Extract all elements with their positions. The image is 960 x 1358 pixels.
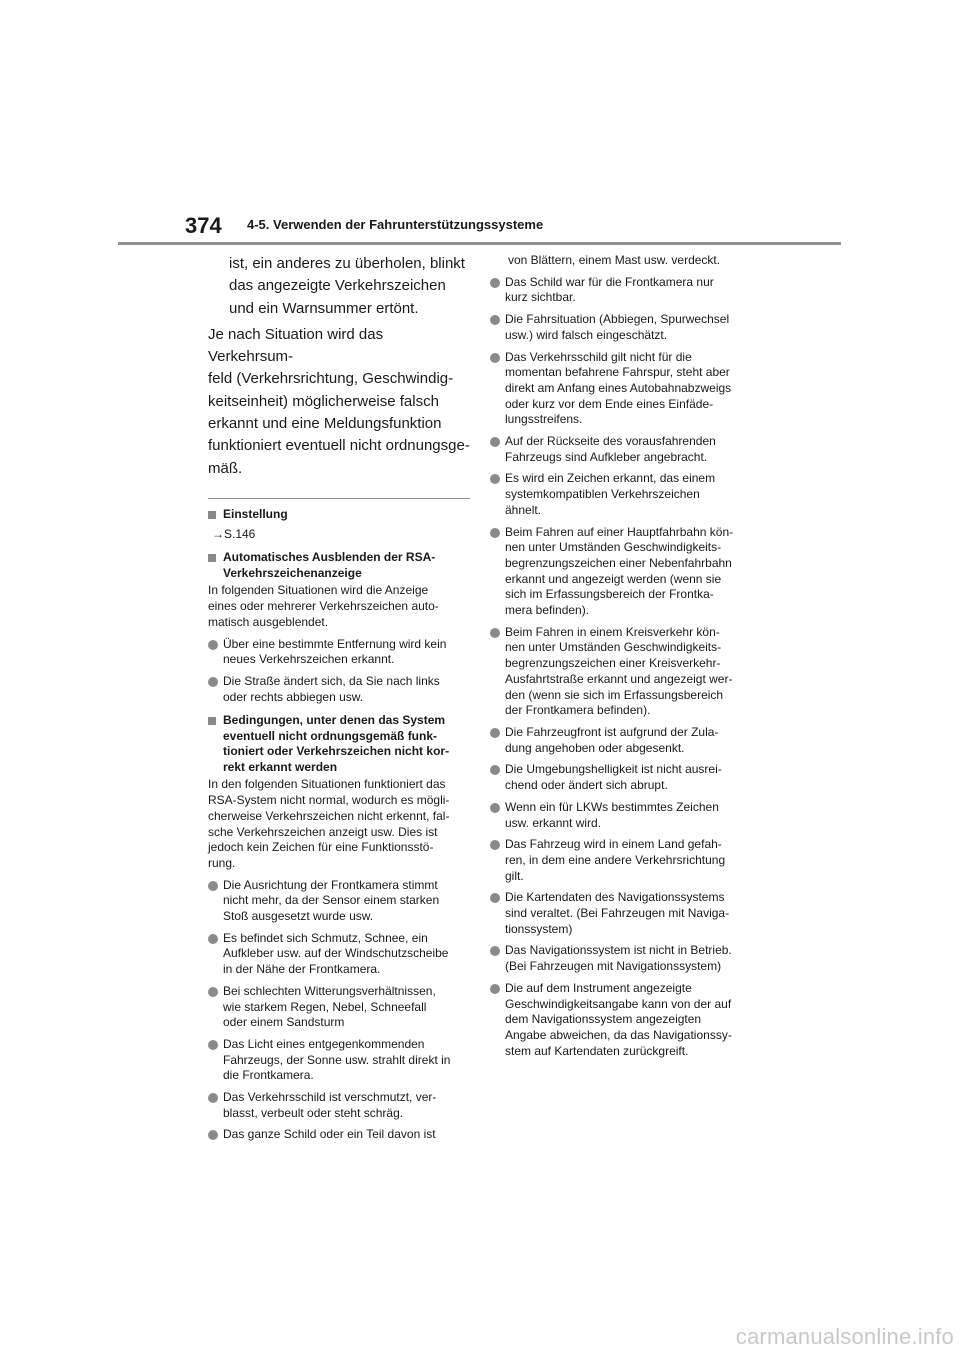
bullet-line: wie starkem Regen, Nebel, Schneefall [223, 999, 427, 1014]
bullet-item-text [505, 762, 760, 793]
bullet-circle-icon [490, 278, 500, 288]
bullet-item-text [505, 312, 760, 343]
bullet-line: stem auf Kartendaten zurückgreift. [505, 1043, 689, 1058]
bullet-circle-icon [490, 946, 500, 956]
bullet-line: momentan befahrene Fahrspur, steht aber [505, 365, 730, 380]
intro-line: Je nach Situation wird das Verkehrsum- [208, 325, 384, 366]
bullet-item [490, 762, 760, 793]
bullet-item [490, 434, 760, 465]
heading-line: tioniert oder Verkehrszeichen nicht kor- [223, 744, 450, 759]
bullet-circle-icon [208, 677, 218, 687]
bullet-line: lungsstreifens. [505, 412, 583, 427]
bullet-line: Fahrzeugs, der Sonne usw. strahlt direkt in [223, 1052, 451, 1067]
bullet-circle-icon [208, 881, 218, 891]
bullet-item [490, 275, 760, 306]
section-heading [208, 713, 470, 775]
continued-bullet-text: von Blättern, einem Mast usw. verdeckt. [508, 253, 721, 267]
intro-line: und ein Warnsummer ertönt. [229, 299, 419, 317]
section-heading-text [223, 713, 449, 775]
paragraph-line: rung. [208, 855, 236, 870]
heading-line: eventuell nicht ordnungsgemäß funk- [223, 728, 438, 743]
bullet-circle-icon [208, 1093, 218, 1103]
intro-line: feld (Verkehrsrichtung, Geschwindig- [208, 370, 454, 388]
bullet-line: Das Verkehrsschild ist verschmutzt, ver- [223, 1090, 437, 1105]
bullet-line: Auf der Rückseite des vorausfahrenden [505, 434, 716, 449]
bullet-line: Das Navigationssystem ist nicht in Betrieb. [505, 943, 732, 958]
bullet-item [208, 878, 470, 925]
bullet-item-text [223, 931, 470, 978]
bullet-line: Beim Fahren auf einer Hauptfahrbahn kön- [505, 524, 734, 539]
bullet-line: Die Fahrsituation (Abbiegen, Spurwechsel [505, 312, 730, 327]
bullet-line: Die Straße ändert sich, da Sie nach links [223, 673, 440, 688]
bullet-item-text [505, 837, 760, 884]
square-bullet-icon [208, 511, 216, 519]
bullet-line: Bei schlechten Witterungsverhältnissen, [223, 983, 436, 998]
bullet-item [208, 1090, 470, 1121]
bullet-line: begrenzungszeichen einer Kreisverkehr- [505, 656, 721, 671]
section-heading [208, 507, 470, 523]
bullet-line: Aufkleber usw. auf der Windschutzscheibe [223, 946, 449, 961]
bullet-item-text [223, 1127, 470, 1143]
paragraph-line: sche Verkehrszeichen anzeigt usw. Dies ist [208, 824, 438, 839]
bullet-circle-icon [490, 437, 500, 447]
left-column [208, 253, 470, 1143]
bullet-item-text [505, 625, 760, 719]
bullet-item [490, 981, 760, 1060]
bullet-item [490, 800, 760, 831]
bullet-item [490, 943, 760, 974]
bullet-line: Es befindet sich Schmutz, Schnee, ein [223, 930, 428, 945]
bullet-line: oder einem Sandsturm [223, 1015, 345, 1030]
bullet-circle-icon [490, 628, 500, 638]
bullet-line: Ausfahrtstraße erkannt und angezeigt wer- [505, 671, 733, 686]
heading-line: Einstellung [223, 506, 288, 521]
bullet-item [208, 931, 470, 978]
bullet-line: dung angehoben oder abgesenkt. [505, 740, 685, 755]
bullet-line: oder rechts abbiegen usw. [223, 689, 364, 704]
bullet-item [208, 1127, 470, 1143]
square-bullet-icon [208, 554, 216, 562]
paragraph-line: In den folgenden Situationen funktioniert das [208, 777, 446, 792]
bullet-line: Das Verkehrsschild gilt nicht für die [505, 349, 692, 364]
bullet-line: Geschwindigkeitsangabe kann von der auf [505, 996, 732, 1011]
section-heading-text [223, 550, 435, 581]
bullet-circle-icon [490, 728, 500, 738]
bullet-item-text [505, 275, 760, 306]
bullet-line: (Bei Fahrzeugen mit Navigationssystem) [505, 959, 722, 974]
heading-line: Bedingungen, unter denen das System [223, 713, 446, 728]
bullet-line: erkannt und angezeigt werden (wenn sie [505, 571, 722, 586]
bullet-item-text [505, 981, 760, 1060]
bullet-line: ähnelt. [505, 502, 542, 517]
bullet-item-text [223, 984, 470, 1031]
bullet-item-text [223, 1037, 470, 1084]
chapter-title: 4-5. Verwenden der Fahrunterstützungssysteme [247, 217, 544, 232]
paragraph-line: In folgenden Situationen wird die Anzeige [208, 583, 429, 598]
paragraph-line: jedoch kein Zeichen für eine Funktionsstö- [208, 840, 434, 855]
bullet-circle-icon [490, 315, 500, 325]
bullet-item [490, 471, 760, 518]
intro-line: keitseinheit) möglicherweise falsch [208, 392, 439, 410]
section-heading-text [223, 507, 288, 523]
bullet-circle-icon [208, 934, 218, 944]
bullet-item [490, 625, 760, 719]
bullet-line: neues Verkehrszeichen erkannt. [223, 652, 395, 667]
right-column [490, 253, 760, 1059]
bullet-item [208, 637, 470, 668]
paragraph-line: eines oder mehrerer Verkehrszeichen auto- [208, 599, 439, 614]
section-divider [208, 498, 470, 499]
bullet-line: nen unter Umständen Geschwindigkeits- [505, 540, 722, 555]
bullet-item [208, 984, 470, 1031]
bullet-line: Die Umgebungshelligkeit ist nicht ausrei- [505, 762, 722, 777]
bullet-line: begrenzungszeichen einer Nebenfahrbahn [505, 555, 732, 570]
bullet-line: Das Licht eines entgegenkommenden [223, 1036, 425, 1051]
bullet-item-text [223, 637, 470, 668]
header-divider [118, 242, 841, 245]
bullet-circle-icon [208, 987, 218, 997]
bullet-line: mera befinden). [505, 603, 590, 618]
bullet-line: den (wenn sie sich im Erfassungsbereich [505, 687, 724, 702]
intro-line: funktioniert eventuell nicht ordnungsge- [208, 437, 470, 455]
bullet-line: Angabe abweichen, da das Navigationssy- [505, 1027, 732, 1042]
bullet-line: Die Fahrzeugfront ist aufgrund der Zula- [505, 724, 719, 739]
bullet-line: gilt. [505, 868, 524, 883]
bullet-line: chend oder ändert sich abrupt. [505, 778, 668, 793]
bullet-line: Es wird ein Zeichen erkannt, das einem [505, 471, 716, 486]
bullet-line: Das ganze Schild oder ein Teil davon ist [223, 1127, 436, 1142]
bullet-item [208, 674, 470, 705]
intro-line: erkannt und eine Meldungsfunktion [208, 415, 442, 433]
page-reference-link[interactable]: →S.146 [212, 527, 256, 542]
bullet-circle-icon [490, 984, 500, 994]
section-heading [208, 550, 470, 581]
bullet-item [490, 525, 760, 619]
intro-paragraph [208, 324, 470, 480]
bullet-line: der Frontkamera befinden). [505, 703, 651, 718]
bullet-line: Beim Fahren in einem Kreisverkehr kön- [505, 624, 720, 639]
bullet-item [490, 312, 760, 343]
heading-line: Verkehrszeichenanzeige [223, 565, 362, 580]
bullet-item-text [505, 471, 760, 518]
bullet-item-text [505, 525, 760, 619]
bullet-item-text [505, 800, 760, 831]
bullet-item [490, 890, 760, 937]
bullet-line: sich im Erfassungsbereich der Frontka- [505, 587, 714, 602]
site-watermark[interactable]: carmanualsonline.info [735, 1324, 954, 1349]
bullet-line: Das Schild war für die Frontkamera nur [505, 274, 714, 289]
bullet-item-text [223, 1090, 470, 1121]
bullet-line: usw. erkannt wird. [505, 815, 602, 830]
page-header [0, 0, 960, 250]
bullet-item-text [223, 674, 470, 705]
bullet-circle-icon [490, 474, 500, 484]
section-paragraph [208, 583, 470, 630]
bullet-circle-icon [490, 765, 500, 775]
bullet-circle-icon [490, 528, 500, 538]
bullet-line: Stoß ausgesetzt wurde usw. [223, 909, 374, 924]
bullet-line: kurz sichtbar. [505, 290, 576, 305]
bullet-item-text [505, 434, 760, 465]
heading-line: Automatisches Ausblenden der RSA- [223, 550, 436, 565]
bullet-line: Das Fahrzeug wird in einem Land gefah- [505, 837, 722, 852]
bullet-item [490, 350, 760, 429]
bullet-circle-icon [208, 1130, 218, 1140]
bullet-item-text [505, 725, 760, 756]
intro-line: ist, ein anderes zu überholen, blinkt [229, 255, 465, 272]
bullet-line: dem Navigationssystem angezeigten [505, 1012, 702, 1027]
bullet-item-text [223, 878, 470, 925]
bullet-line: tionssystem) [505, 921, 573, 936]
intro-continuation [208, 253, 470, 320]
bullet-line: systemkompatiblen Verkehrszeichen [505, 487, 700, 502]
bullet-line: ren, in dem eine andere Verkehrsrichtung [505, 852, 726, 867]
bullet-line: direkt am Anfang eines Autobahnabzweigs [505, 380, 732, 395]
bullet-line: Die Ausrichtung der Frontkamera stimmt [223, 877, 438, 892]
bullet-item [490, 837, 760, 884]
bullet-line: Die auf dem Instrument angezeigte [505, 980, 692, 995]
bullet-line: nen unter Umständen Geschwindigkeits- [505, 640, 722, 655]
paragraph-line: cherweise Verkehrszeichen nicht erkennt, fal- [208, 808, 450, 823]
bullet-circle-icon [490, 893, 500, 903]
bullet-circle-icon [208, 1040, 218, 1050]
bullet-circle-icon [490, 353, 500, 363]
square-bullet-icon [208, 717, 216, 725]
paragraph-line: RSA-System nicht normal, wodurch es mögli- [208, 793, 450, 808]
bullet-circle-icon [490, 803, 500, 813]
paragraph-line: matisch ausgeblendet. [208, 614, 329, 629]
bullet-line: in der Nähe der Frontkamera. [223, 962, 381, 977]
bullet-line: oder kurz vor dem Ende eines Einfäde- [505, 396, 714, 411]
heading-line: rekt erkannt werden [223, 759, 338, 774]
bullet-circle-icon [208, 640, 218, 650]
bullet-line: nicht mehr, da der Sensor einem starken [223, 893, 440, 908]
bullet-item [490, 725, 760, 756]
bullet-item-text [505, 943, 760, 974]
bullet-circle-icon [490, 840, 500, 850]
page-number: 374 [185, 213, 222, 238]
bullet-line: blasst, verbeult oder steht schräg. [223, 1105, 404, 1120]
bullet-line: Die Kartendaten des Navigationssystems [505, 890, 725, 905]
bullet-item-text [505, 350, 760, 429]
bullet-line: die Frontkamera. [223, 1068, 314, 1083]
bullet-line: Wenn ein für LKWs bestimmtes Zeichen [505, 799, 719, 814]
bullet-line: Fahrzeugs sind Aufkleber angebracht. [505, 449, 708, 464]
bullet-item [208, 1037, 470, 1084]
bullet-item-text [505, 890, 760, 937]
bullet-line: usw.) wird falsch eingeschätzt. [505, 327, 668, 342]
intro-line: mäß. [208, 459, 243, 477]
intro-line: das angezeigte Verkehrszeichen [229, 277, 446, 295]
bullet-line: Über eine bestimmte Entfernung wird kein [223, 636, 447, 651]
bullet-line: sind veraltet. (Bei Fahrzeugen mit Naviga- [505, 906, 730, 921]
section-paragraph [208, 777, 470, 871]
